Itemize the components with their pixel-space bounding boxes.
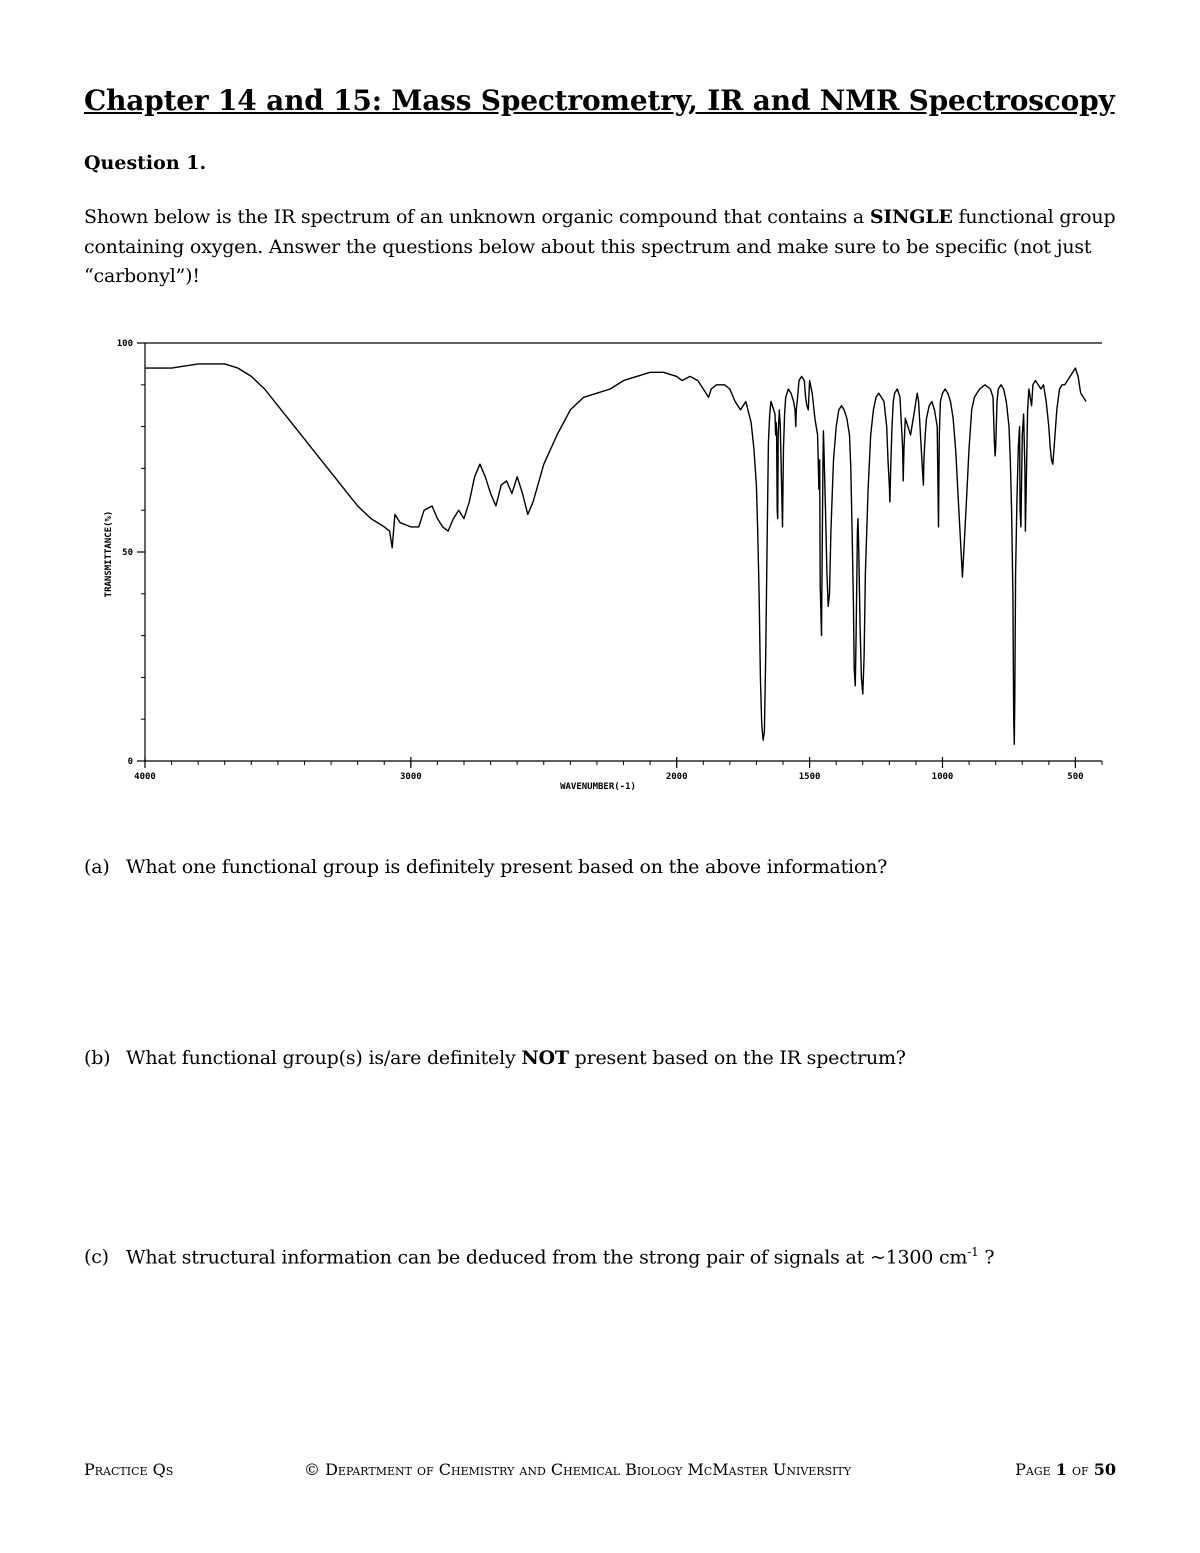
x-tick-label: 2000 <box>665 772 688 782</box>
question-b-label: (b) <box>84 1047 111 1069</box>
y-axis-label: TRANSMITTANCE(%) <box>104 510 114 598</box>
question-intro <box>84 203 1124 292</box>
intro-emphasis: SINGLE <box>869 206 953 228</box>
question-c-text-start: What structural information can be deduced from the strong pair of signals at ~1300 cm <box>126 1246 968 1269</box>
question-a-text: What one functional group is definitely present based on the above information? <box>126 856 888 878</box>
question-b <box>84 1047 906 1069</box>
question-a <box>84 856 887 878</box>
x-tick-label: 4000 <box>134 772 156 782</box>
question-heading: Question 1. <box>84 152 207 174</box>
question-c-superscript: -1 <box>967 1245 979 1259</box>
footer-page-prefix: Page <box>1015 1460 1056 1479</box>
y-tick-label: 50 <box>122 548 133 558</box>
spectrum-line <box>145 364 1086 744</box>
x-tick-label: 500 <box>1067 772 1084 782</box>
ir-spectrum-chart <box>95 330 1110 800</box>
question-a-label: (a) <box>84 856 110 878</box>
footer-page <box>1015 1460 1116 1479</box>
y-tick-labels <box>117 339 145 767</box>
y-tick-label: 100 <box>116 339 133 349</box>
y-tick-label: 0 <box>127 757 133 767</box>
question-b-text-end: present based on the IR spectrum? <box>568 1047 906 1069</box>
question-c-text-end: ? <box>978 1246 995 1269</box>
question-b-text-start: What functional group(s) is/are definitely <box>126 1047 522 1069</box>
intro-text-end: functional group containing oxygen. Answer the questions below about this spectrum and make sure to be specific (not just “carbonyl”)! <box>84 206 1116 287</box>
footer-page-number: 1 <box>1055 1460 1067 1479</box>
x-axis-label: WAVENUMBER(-1) <box>560 782 636 792</box>
x-tick-label: 1000 <box>931 772 954 782</box>
plot-frame <box>145 343 1102 761</box>
footer-center: © Department of Chemistry and Chemical Biology McMaster University <box>304 1460 852 1479</box>
question-c-label: (c) <box>84 1246 109 1269</box>
page-title: Chapter 14 and 15: Mass Spectrometry, IR and NMR Spectroscopy <box>84 84 1115 117</box>
footer-left: Practice Qs <box>84 1460 174 1479</box>
question-c <box>84 1245 994 1268</box>
x-tick-label: 3000 <box>399 772 422 782</box>
footer-page-total: 50 <box>1093 1460 1116 1479</box>
x-tick-label: 1500 <box>798 772 821 782</box>
intro-text-start: Shown below is the IR spectrum of an unknown organic compound that contains a <box>84 206 870 228</box>
question-b-emphasis: NOT <box>521 1047 569 1069</box>
footer-page-mid: of <box>1066 1460 1094 1479</box>
